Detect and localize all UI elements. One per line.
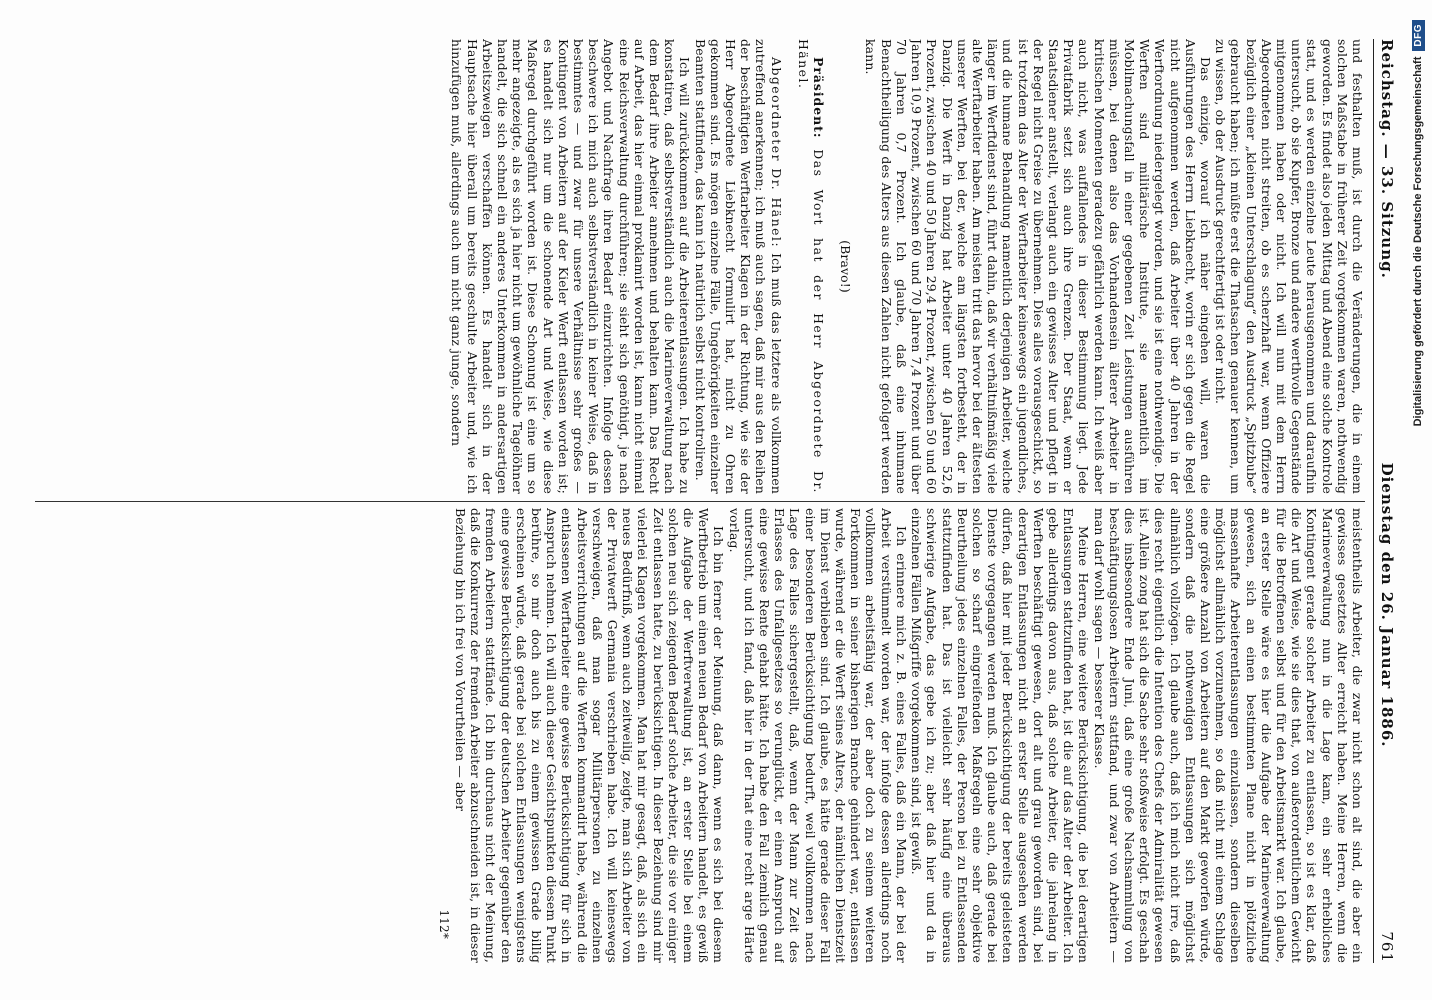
paragraph: und festhalten muß, ist durch die Veränderungen, die in einem solchen Maßstabe in früherer Zeit vorgekommen waren, nothwendig geworden. Es findet also jeden Mittag und Abend eine solche Kontrole statt, und es werden einzelne Leute herausgenommen und daraufhin untersucht, ob sie Kupfer, Bronze und andere werthvolle Gegenstände mitgenommen haben oder nicht. Ich will nun mit dem Herrn Abgeordneten nicht streiten, ob es scherzhaft war, wenn Offiziere bezüglich einer „kleinen Unterschlagung“ den Ausdruck „Spitzbube“ gebraucht haben; ich müßte erst die Thatsachen genauer kennen, um zu wissen, ob der Ausdruck gerechtfertigt ist oder nicht. [1213, 39, 1365, 494]
header-session-title: Reichstag. — 33. Sitzung. [1378, 39, 1396, 279]
applause-note: (Bravo!) [838, 240, 854, 293]
text-columns [35, 39, 1365, 963]
right-column [35, 508, 1365, 963]
president-label: Präsident: [811, 57, 827, 139]
document-page [26, 25, 1406, 975]
speech-paragraph [692, 39, 783, 494]
paragraph: Meine Herren, eine weitere Berücksichtigung, die bei derartigen Entlassungen stattzufinden hat, ist die auf das Alter der Arbeiter. Ich gebe allerdings davon aus, daß solche Arbeiter, die jahrelang in Werften beschäftigt gewesen, dort alt und grau geworden sind, bei derartigen Entlassungen nicht an erster Stelle ausgesehen werden dürfen, daß hier mit jeder Berücksichtigung der bereits geleisteten Dienste vorgegangen werden muß. Ich glaube auch, daß gerade bei solchen so scharf eingreifenden Maßregeln eine sehr objektive Beurtheilung jedes einzelnen Falles, der Person bei zu Entlassenden stattzufinden hat. Das ist vielleicht sehr häufig eine überaus schwierige Aufgabe, das gebe ich zu; aber daß hier und da in einzelnen Fällen Mißgriffe vorgekommen sind, ist gewiß. [909, 508, 1092, 963]
paragraph: Ich bin ferner der Meinung, daß dann, wenn es sich bei diesem Werftbetrieb um einen neuen Bedarf von Arbeitern handelt, es gewiß die Aufgabe der Werftverwaltung ist, an erster Stelle bei einem solchen neu sich zeigenden Bedarf solche Arbeiter, die sie vor einiger Zeit entlassen hatte, zu berücksichtigen. In dieser Beziehung sind mir vielerlei Klagen vorgekommen. Man hat mir gesagt, daß, als sich ein neues Bedürfniß, wenn auch zeitweilig, zeigte, man sich Arbeiter von der Privatwerft Germania verschrieben habe. Ich will keineswegs verschweigen, daß man sogar Militärpersonen zu einzelnen Arbeitsverrichtungen auf die Werften kommandirt habe, während die entlassenen Werftarbeiter eine gewisse Berücksichtigung für sich in Anspruch nehmen. Ich will auch dieser Gesichtspunkten diesem Punkt berühre, so mir doch auch bis zu einem gewissen Grade billig erscheinen würde, daß gerade bei solchen Entlassungen wenigstens eine gewisse Berücksichtigung der deutschen Arbeiter gegenüber den fremden Arbeitern stattfände. Ich bin durchaus nicht der Meinung, daß die Konkurrenz der fremden Arbeiter abzuschneiden ist, in dieser Beziehung bin ich frei von Vorurtheilen — aber [453, 508, 727, 963]
paragraph: Ich erinnere mich z. B. eines Falles, daß ein Mann, der bei der Arbeit verstümmelt worden war, der infolge dessen allerdings noch vollkommen arbeitsfähig war, der aber doch zu seinem weiteren Fortkommen in seiner bisherigen Branche gehindert war, entlassen wurde, während er die Werft seines Alters, der nämlichen Dienstzeit im Dienst verblieben sind. Ich glaube, es hätte gerade dieser Fall einer besonderen Berücksichtigung bedurft, weil vollkommen nach Lage des Falles sichergestellt, daß, wenn der Mann zur Zeit des Erlasses des Unfallgesetzes so verunglückt, er einen Anspruch auf eine gewisse Rente gehabt hätte. Ich habe den Fall ziemlich genau untersucht, und ich fand, daß hier in der That eine recht arge Härte vorlag. [726, 508, 909, 963]
funding-note [1405, 0, 1432, 1000]
president-remark [796, 39, 826, 494]
speech-text: Ich muß das letztere als vollkommen zutreffend anerkennen; ich muß auch sagen, daß mir aus den Reihen der beschäftigten Werftarbeiter Klagen in der Richtung, wie sie der Herr Abgeordnete Liebknecht formulirt hat, nicht zu Ohren gekommen sind. Es mögen einzelne Fälle, Ungehörigkeiten einzelner Beamten stattfinden, das kann ich natürlich selbst nicht kontroliren. [692, 39, 784, 494]
dfg-logo: DFG [1412, 20, 1425, 51]
funding-note-text-row [1408, 20, 1428, 980]
column-divider [35, 501, 1365, 502]
header-date: Dienstag den 26. Januar 1886. [1378, 462, 1396, 748]
paragraph: Das einzige, worauf ich näher eingehen will, waren die Ausführungen des Herrn Liebknecht, worin er sich gegen die Regel nicht aufgenommen werden, daß Arbeiter über 40 Jahren in der Werftordnung niedergelegt worden, und sie ist eine nothwendige. Die Werften sind militärische Institute, sie namentlich im Mobilmachungsfall in einer gegebenen Zeit Leistungen ausführen müssen, bei denen also das Vorhandensein älterer Arbeiter in kritischen Momenten geradezu gefährlich werden kann. Ich weiß aber auch nicht, was auffallendes in dieser Bestimmung liegt. Jede Privatfabrik setzt sich auch ihre Grenzen. Der Staat, wenn er Staatsdiener anstellt, verlangt auch ein gewisses Alter und pflegt in der Regel nicht Greise zu übernehmen. Dies alles vorausgeschickt, so ist trotzdem das Alter der Werftarbeiter keineswegs ein jugendliches, und die humane Behandlung namentlich derjenigen Arbeiter, welche länger im Werftdienst sind, führt dahin, daß wir verhältnißmäßig viele alte Werftarbeiter haben. Am meisten tritt das hervor bei der ältesten unserer Werften, bei der, welche am längsten fortbesteht, der in Danzig. Die Werft in Danzig hat Arbeiter unter 40 Jahren 52,6 Prozent, zwischen 40 und 50 Jahren 29,4 Prozent, zwischen 50 und 60 Jahren 10,9 Prozent, zwischen 60 und 70 Jahren 7,4 Prozent und über 70 Jahren 0,7 Prozent. Ich glaube, daß eine inhumane Benachtheiligung des Alters aus diesen Zahlen nicht gefolgert werden kann. [863, 39, 1213, 494]
page-number: 761 [1378, 931, 1396, 963]
signature-mark: 112* [436, 909, 451, 939]
president-text: Das Wort hat der Herr Abgeordnete Dr. Hänel. [795, 39, 827, 494]
left-column [35, 39, 1365, 494]
paragraph: Ich will zurückkommen auf die Arbeiterentlassungen. Ich habe zu konstatiren, daß selbstverständlich auch die Marineverwaltung nach dem Bedarf ihre Arbeiter annehmen und behalten kann. Das Recht auf Arbeit, das hier einmal proklamirt worden ist, kann nicht einmal eine Reichsverwaltung durchführen; sie sieht sich genöthigt, je nach Angebot und Nachfrage ihren Bedarf einzurichten. Infolge dessen beschwere ich mich auch selbstverständlich in keiner Weise, daß in bestimmtes — und zwar für unsere Verhältnisse sehr großes — Kontingent von Arbeitern auf der Kieler Werft entlassen worden ist; es handelt sich nur um die schonende Art und Weise, wie diese Maßregel durchgeführt worden ist. Diese Schonung ist eine um so mehr angezeigte, als es sich ja hier nicht um gewöhnliche Tagelöhner handelt, die sich schnell ein anderes Unterkommen in andersartigen Arbeitszweigen verschaffen können. Es handelt sich in der Hauptsache hier überall um bereits geschulte Arbeiter und, wie ich hinzufügen muß, allerdings auch um nicht ganz junge, sondern [449, 39, 693, 494]
funding-note-text: Digitalisierung gefördert durch die Deutsche Forschungsgemeinschaft [1412, 56, 1424, 427]
page-header [1373, 39, 1400, 963]
paragraph: meistentheils Arbeiter, die zwar nicht schon alt sind, die aber ein gewisses gesetztes Alter erreicht haben. Meine Herren, wenn die Marineverwaltung nun in die Lage kam, ein sehr erhebliches Kontingent gerade solcher Arbeiter zu entlassen, so ist es klar, daß die Art und Weise, wie sie dies that, von außerordentlichem Gewicht für die Betroffenen selbst und für den Arbeitsmarkt war. Ich glaube, an erster Stelle wäre es hier die Aufgabe der Marineverwaltung gewesen, sich an einen bestimmten Plane nicht in plötzliche massenhafte Arbeiterentlassungen einzulassen, sondern dieselben möglichst allmählich vorzunehmen, so daß nicht mit einem Schlage eine größere Anzahl von Arbeitern auf den Markt geworfen würde, sondern daß die nothwendigen Entlassungen sich möglichst allmählich vollzögen. Ich glaube auch, daß ich mich nicht irre, daß dies recht eigentlich die Intention des Chefs der Admiralität gewesen ist. Allein zong hat sich die Sache sehr stoßweise erfolgt. Es geschah dies insbesondere Ende Juni, daß eine große Nachsammlung von beschäftigungslosen Arbeitern stattfand, und zwar von Arbeitern — man darf wohl sagen — besserer Klasse. [1091, 508, 1365, 963]
speaker-intro: Abgeordneter Dr. Hänel: [768, 57, 784, 249]
